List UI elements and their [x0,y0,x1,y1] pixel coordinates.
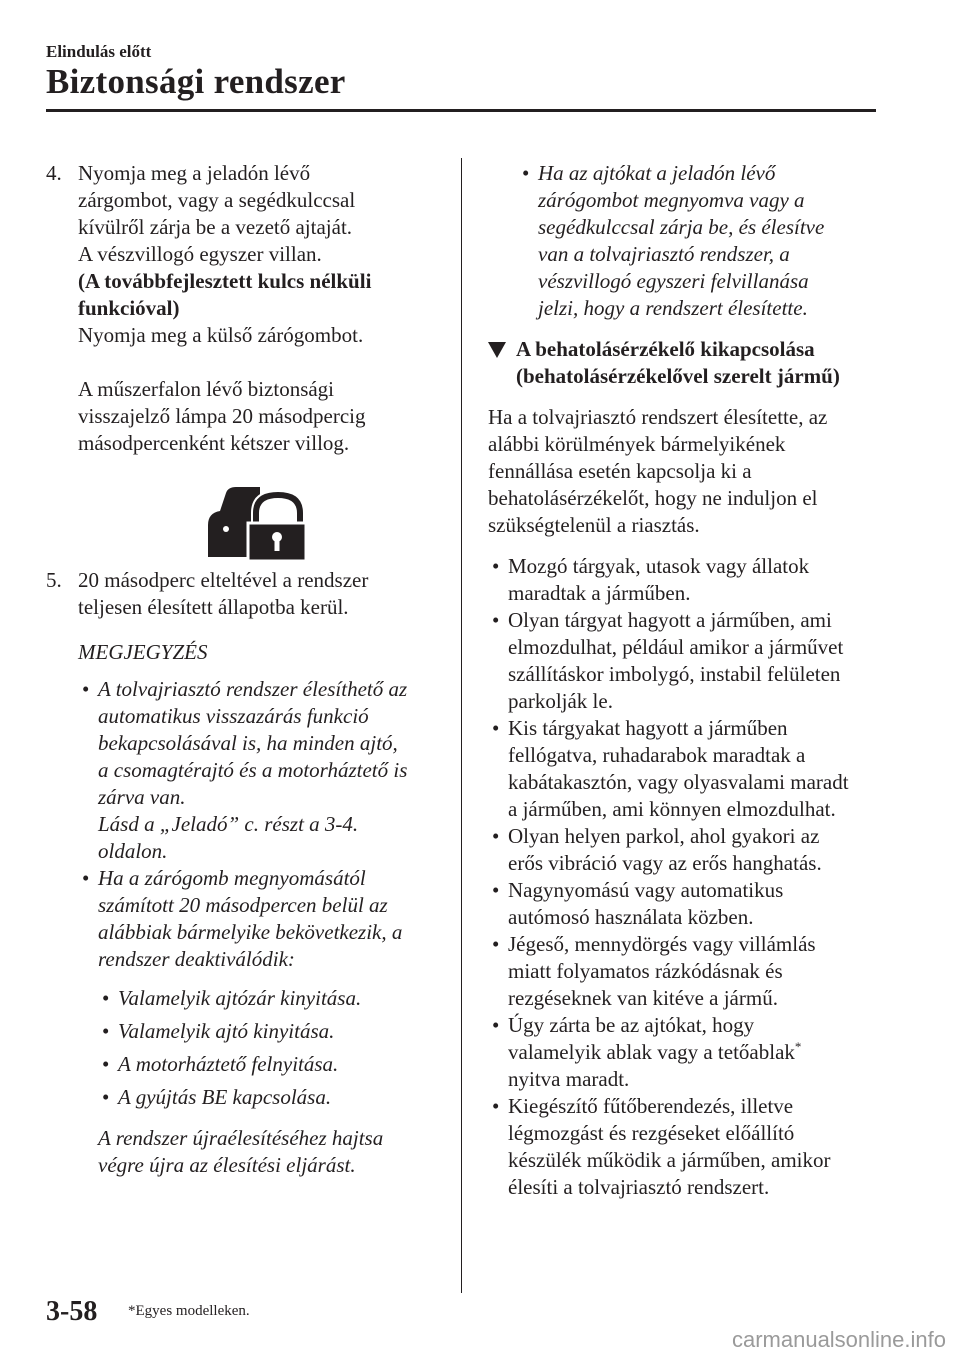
bullet-dot: • [492,878,500,902]
text-line: Mozgó tárgyak, utasok vagy állatok [508,554,810,578]
bullet-dot: • [492,824,500,848]
bullet-dot: • [82,677,90,701]
text-line: teljesen élesített állapotba kerül. [78,595,349,619]
text-line: Nyomja meg a jeladón lévő [78,161,311,185]
list-item [488,607,880,715]
bullet-dot: • [102,1019,110,1043]
text-line: miatt folyamatos rázkódásnak és [508,959,783,983]
list-item [78,865,446,973]
note-title: MEGJEGYZÉS [78,640,208,664]
text-line [508,1039,880,1066]
bullet-dot: • [492,608,500,632]
text-line: Nyomja meg a külső zárógombot. [78,323,364,347]
text-line: A vészvillogó egyszer villan. [78,242,322,266]
text-line: behatolásérzékelőt, hogy ne induljon el [488,486,818,510]
text-segment: valamelyik ablak vagy a tetőablak [508,1040,795,1064]
text-line: (A továbbfejlesztett kulcs nélküli [78,269,372,293]
text-line: zárgombot, vagy a segédkulccsal [78,188,356,212]
text-line: bekapcsolásával is, ha minden ajtó, [98,731,398,755]
text-line: van a tolvajriasztó rendszer, a [538,242,790,266]
sub-list-item [78,1018,446,1045]
text-line: segédkulccsal zárja be, és élesítve [538,215,825,239]
text-line: Ha a tolvajriasztó rendszert élesítette, az [488,405,828,429]
text-line: oldalon. [98,839,168,863]
text-line: szállításkor imbolygó, instabil felületen [508,662,841,686]
text-line: élesíti a tolvajriasztó rendszert. [508,1175,770,1199]
bullet-dot: • [492,932,500,956]
text-line: Nagynyomású vagy automatikus [508,878,784,902]
note-closing [78,1125,446,1179]
text-line: A rendszer újraélesítéséhez hajtsa [98,1126,384,1150]
text-line: 20 másodperc elteltével a rendszer [78,568,369,592]
sub-list-item [78,985,446,1012]
page-number: 3-58 [46,1296,98,1327]
section-heading [488,336,880,390]
list-item [488,1093,880,1201]
list-item [488,715,880,823]
watermark: carmanualsonline.info [731,1327,946,1352]
bullet-dot: • [492,1094,500,1118]
text-line: alábbiak bármelyike bekövetkezik, a [98,920,403,944]
text-line: végre újra az élesítési eljárást. [98,1153,356,1177]
text-line: készülék működik a járműben, amikor [508,1148,831,1172]
page-title: Biztonsági rendszer [46,62,346,101]
text-line: Valamelyik ajtó kinyitása. [118,1019,335,1043]
car-security-lock-icon [204,485,308,563]
text-line: a csomagtérajtó és a motorháztető is [98,758,408,782]
section-label: Elindulás előtt [46,42,152,61]
text-line: A gyújtás BE kapcsolása. [118,1085,332,1109]
list-item [518,160,880,322]
text-line: Úgy zárta be az ajtókat, hogy [508,1013,755,1037]
heading-line: A behatolásérzékelő kikapcsolása [516,337,815,361]
bullet-dot: • [492,716,500,740]
text-line: Ha az ajtókat a jeladón lévő [538,161,776,185]
text-line: rendszer deaktiválódik: [98,947,295,971]
sub-list [78,985,446,1111]
text-line: zárógombot megnyomva vagy a [538,188,805,212]
text-line: zárva van. [98,785,186,809]
step-5 [46,567,446,621]
text-line: Olyan helyen parkol, ahol gyakori az [508,824,820,848]
text-line: alábbi körülmények bármelyikének [488,432,786,456]
list-item [488,553,880,607]
text-line: jelzi, hogy a rendszert élesítette. [538,296,808,320]
text-line: másodpercenként kétszer villog. [78,431,350,455]
column-divider [461,158,462,1293]
text-line: fellógatva, ruhadarabok maradtak a [508,743,806,767]
list-item [488,1012,880,1093]
bullet-dot: • [492,1013,500,1037]
sub-list-item [78,1051,446,1078]
bullet-dot: • [102,986,110,1010]
note-list [46,676,446,1179]
text-line: maradtak a járműben. [508,581,691,605]
step-4 [46,160,446,457]
text-line: Ha a zárógomb megnyomásától [98,866,366,890]
text-line: Lásd a „Jeladó” c. részt a 3-4. [98,812,359,836]
text-line: rezgéseknek van kitéve a jármű. [508,986,778,1010]
text-line: légmozgást és rezgéseket előállító [508,1121,795,1145]
text-line: Valamelyik ajtózár kinyitása. [118,986,362,1010]
list-item [488,877,880,931]
text-line: Jégeső, mennydörgés vagy villámlás [508,932,816,956]
step-number: 5. [46,568,62,592]
bullet-dot: • [522,161,530,185]
text-line: nyitva maradt. [508,1067,630,1091]
text-line: vészvillogó egyszeri felvillanása [538,269,809,293]
left-column [46,160,446,1179]
text-line: A motorháztető felnyitása. [118,1052,339,1076]
text-line: parkolják le. [508,689,613,713]
header-rule [46,109,876,112]
text-line: A tolvajriasztó rendszer élesíthető az [98,677,408,701]
text-line: fennállása esetén kapcsolja ki a [488,459,752,483]
text-line: Olyan tárgyat hagyott a járműben, ami [508,608,832,632]
text-line: kívülről zárja be a vezető ajtaját. [78,215,353,239]
step-number: 4. [46,161,62,185]
intro-paragraph [488,404,880,539]
heading-line: (behatolásérzékelővel szerelt jármű) [516,364,840,388]
text-line: visszajelző lámpa 20 másodpercig [78,404,366,428]
bullet-dot: • [102,1052,110,1076]
text-line: számított 20 másodpercen belül az [98,893,388,917]
footnote-marker: * [794,1039,802,1054]
text-line: szükségtelenül a riasztás. [488,513,700,537]
right-column [488,160,880,1201]
bullet-dot: • [102,1085,110,1109]
list-item [78,676,446,865]
text-line: elmozdulhat, például amikor a járművet [508,635,844,659]
footnote: *Egyes modelleken. [128,1303,250,1319]
text-line: Kiegészítő fűtőberendezés, illetve [508,1094,794,1118]
sub-list-item [78,1084,446,1111]
text-line: autómosó használata közben. [508,905,754,929]
bullet-dot: • [492,554,500,578]
list-item [488,823,880,877]
text-line: kabátakasztón, vagy olyasvalami maradt [508,770,849,794]
bullet-dot: • [82,866,90,890]
text-line: erős vibráció vagy az erős hanghatás. [508,851,822,875]
text-line: automatikus visszazárás funkció [98,704,369,728]
note-list-continued [488,160,880,322]
text-line: A műszerfalon lévő biztonsági [78,377,335,401]
list-item [488,931,880,1012]
text-line: a járműben, ami könnyen elmozdulhat. [508,797,836,821]
triangle-down-icon [488,342,506,358]
condition-list [488,553,880,1201]
text-line: Kis tárgyakat hagyott a járműben [508,716,788,740]
text-line: funkcióval) [78,296,180,320]
icon-area [46,457,446,567]
